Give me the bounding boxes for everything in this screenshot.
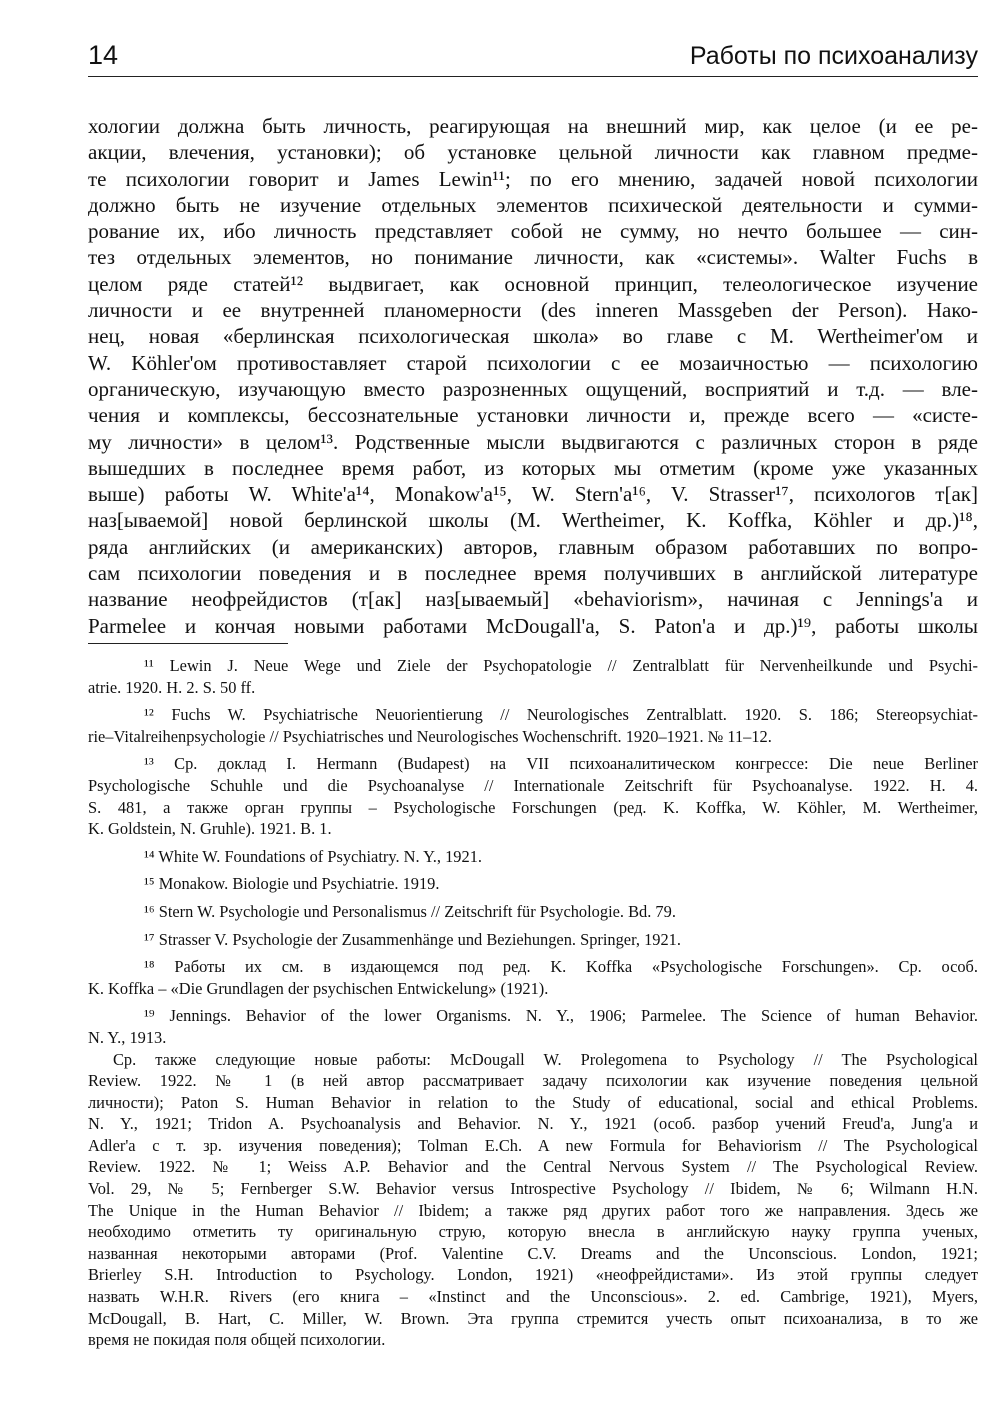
text-line: W. Köhler'ом противоставляет старой психологии с ее мозаичностью — психологию — [88, 350, 978, 375]
footnote-19 — [88, 1005, 978, 1048]
text-line: му личности» в целом¹³. Родственные мысли выдвигаются с различных сторон в ряде — [88, 429, 978, 454]
text-line: должно быть не изучение отдельных элементов психической деятельности и сумми- — [88, 192, 978, 217]
footnote-13 — [88, 753, 978, 839]
text-line: название неофрейдистов (т[ак] наз[ываемый] «behaviorism», начиная с Jennings'a и — [88, 587, 978, 612]
footnote-line: McDougall, B. Hart, C. Miller, W. Brown. Эта группа стремится учесть опыт психоанализа, в то же — [88, 1308, 978, 1328]
footnote-18 — [88, 956, 978, 999]
footnote-line: Psychologische Schuhle und die Psychoanalyse // Internationale Zeitschrift für Psychoanalyse. 1922. H. 4. — [88, 775, 978, 795]
text-line: нец, новая «берлинская психологическая школа» во главе с M. Wertheimer'ом и — [88, 324, 978, 349]
footnote-line: назвать W.H.R. Rivers (его книга – «Instinct and the Unconscious». 2. ed. Cambrige, 1921), Myers, — [88, 1287, 978, 1307]
text-line: органическую, изучающую вместо разрозненных ощущений, восприятий и т.д. — вле- — [88, 376, 978, 401]
text-line: выше) работы W. White'a¹⁴, Monakow'a¹⁵, W. Stern'a¹⁶, V. Strasser¹⁷, психологов т[ак] — [88, 482, 978, 507]
footnote-line: ¹⁹ Jennings. Behavior of the lower Organisms. N. Y., 1906; Parmelee. The Science of human Behavior. — [144, 1006, 978, 1026]
page-header — [88, 36, 978, 78]
footnote-line: Vol. 29, № 5; Fernberger S.W. Behavior versus Introspective Psychology // Ibidem, № 6; Wilmann H.N. — [88, 1179, 978, 1199]
footnote-19-continued — [88, 1049, 978, 1351]
text-line: целом ряде статей¹² выдвигает, как основной принцип, телеологическое изучение — [88, 271, 978, 296]
footnote-line: названная некоторыми авторами (Prof. Valentine C.V. Dreams and the Unconscious. London, 1921; — [88, 1243, 978, 1263]
text-line: акции, влечения, установки); об установке цельной личности как главном предме- — [88, 140, 978, 165]
text-line: те психологии говорит и James Lewin¹¹; по его мнению, задачей новой психологии — [88, 166, 978, 191]
text-line: рование их, ибо личность представляет собой не сумму, но нечто большее — син- — [88, 219, 978, 244]
footnote-line: Review. 1922. № 1 (в ней автор рассматривает задачу психологии как изучение поведения цельной — [88, 1071, 978, 1091]
text-line: ряда английских (и американских) авторов, главным образом работавших по вопро- — [88, 534, 978, 559]
footnote-12 — [88, 704, 978, 747]
footnote-line: ¹³ Ср. доклад I. Hermann (Budapest) на VII психоаналитическом конгрессе: Die neue Berliner — [144, 754, 978, 774]
footnote-line: необходимо отметить ту оригинальную струю, которую внесла в английскую науку группа ученых, — [88, 1222, 978, 1242]
footnote-17: ¹⁷ Strasser V. Psychologie der Zusammenhänge und Beziehungen. Springer, 1921. — [144, 929, 681, 949]
text-line: наз[ываемой] новой берлинской школы (M. Wertheimer, K. Koffka, Köhler и др.)¹⁸, — [88, 508, 978, 533]
main-text — [88, 113, 978, 639]
footnote-15: ¹⁵ Monakow. Biologie und Psychiatrie. 1919. — [144, 874, 440, 894]
footnote-line: Adler'a с т. зр. изучения поведения); Tolman E.Ch. A new Formula for Behaviorism // The Psychological — [88, 1135, 978, 1155]
footnote-line: atrie. 1920. H. 2. S. 50 ff. — [88, 677, 256, 697]
text-line: вышедших в последнее время работ, из которых мы отметим (кроме уже указанных — [88, 455, 978, 480]
footnote-line: личности); Paton S. Human Behavior in relation to the Study of educational, social and ethical Problems. — [88, 1092, 978, 1112]
header-rule — [88, 76, 978, 77]
footnote-line: S. 481, а также орган группы – Psychologische Forschungen (ред. K. Koffka, W. Köhler, M. Wertheimer, — [88, 797, 978, 817]
footnote-line: N. Y., 1921; Tridon A. Psychoanalysis and Behavior. N. Y., 1921 (особ. разбор учений Freud'a, Jung'a и — [88, 1114, 978, 1134]
footnote-line: Ср. также следующие новые работы: McDougall W. Prolegomena to Psychology // The Psychological — [113, 1049, 978, 1069]
text-line: хологии должна быть личность, реагирующая на внешний мир, как целое (и ее ре- — [88, 114, 978, 138]
footnote-line: K. Koffka – «Die Grundlagen der psychischen Entwickelung» (1921). — [88, 978, 549, 998]
footnote-rule — [88, 643, 288, 644]
footnote-line: K. Goldstein, N. Gruhle). 1921. B. 1. — [88, 819, 332, 839]
text-line: сам психологии поведения и в последнее время получивших в английской литературе — [88, 561, 978, 586]
footnote-line: N. Y., 1913. — [88, 1027, 167, 1047]
page-number: 14 — [88, 40, 119, 70]
running-title: Работы по психоанализу — [689, 42, 978, 70]
footnote-line: Brierley S.H. Introduction to Psychology. London, 1921) «неофрейдистами». Из этой группы следует — [88, 1265, 978, 1285]
footnote-14: ¹⁴ White W. Foundations of Psychiatry. N. Y., 1921. — [144, 846, 482, 866]
footnote-11 — [88, 655, 978, 698]
text-line: тез отдельных элементов, но понимание личности, как «системы». Walter Fuchs в — [88, 245, 978, 270]
footnote-line: время не покидая поля общей психологии. — [88, 1330, 386, 1350]
text-line: Parmelee и кончая новыми работами McDougall'a, S. Paton'a и др.)¹⁹, работы школы — [88, 613, 978, 638]
text-line: личности и ее внутренней планомерности (des inneren Massgeben der Person). Нако- — [88, 298, 978, 323]
footnote-line: The Unique in the Human Behavior // Ibidem; а также ряд других работ того же направления. Здесь же — [88, 1200, 978, 1220]
footnote-line: ¹¹ Lewin J. Neue Wege und Ziele der Psychopatologie // Zentralblatt für Nervenheilkunde und Psychi- — [144, 656, 978, 675]
footnote-16: ¹⁶ Stern W. Psychologie und Personalismus // Zeitschrift für Psychologie. Bd. 79. — [144, 901, 676, 921]
footnote-line: ¹² Fuchs W. Psychiatrische Neuorientierung // Neurologisches Zentralblatt. 1920. S. 186; Stereopsychiat- — [144, 705, 978, 725]
text-line: чения и комплексы, бессознательные установки личности и, прежде всего — «систе- — [88, 403, 978, 428]
footnote-line: rie–Vitalreihenpsychologie // Psychiatrisches und Neurologisches Wochenschrift. 1920–1921. № 11–12. — [88, 726, 772, 746]
footnotes — [88, 655, 978, 1351]
footnote-line: ¹⁸ Работы их см. в издающемся под ред. K. Koffka «Psychologische Forschungen». Ср. особ. — [144, 957, 978, 977]
footnote-line: Review. 1922. № 1; Weiss A.P. Behavior and the Central Nervous System // The Psychological Review. — [88, 1157, 978, 1177]
